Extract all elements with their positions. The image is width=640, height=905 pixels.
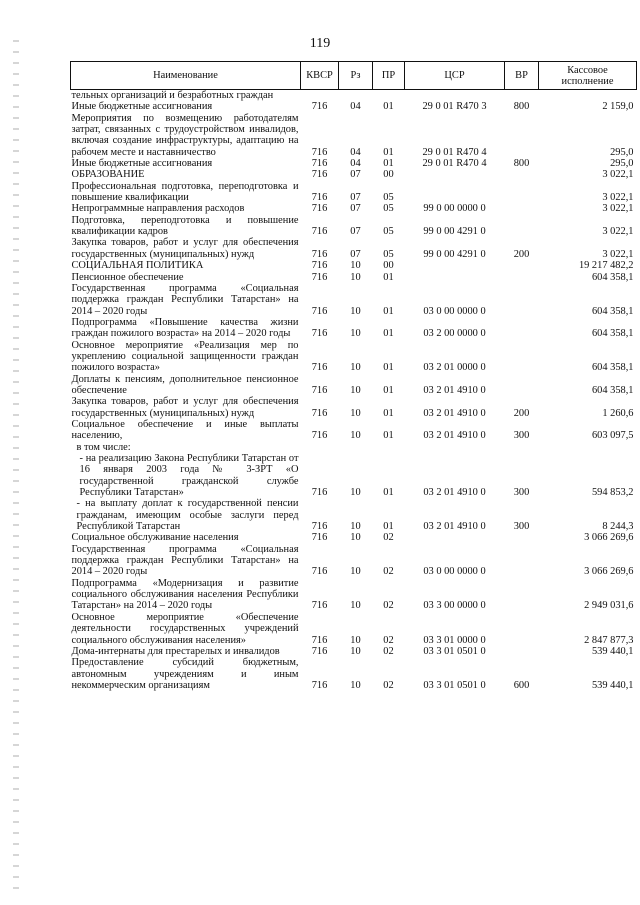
table-row <box>71 101 637 112</box>
cell-kvsr <box>301 90 339 102</box>
cell-name: Государственная программа «Социальная поддержка граждан Республики Татарстан» на 2014 – 2020 годы <box>71 282 299 317</box>
cell-kvsr: 716 <box>311 679 328 691</box>
cell-csr <box>405 272 505 283</box>
cell-amount: 295,0 <box>610 158 634 170</box>
cell-kvsr: 716 <box>311 521 328 533</box>
cell-kvsr: 716 <box>311 645 328 657</box>
cell-vr <box>505 578 539 612</box>
cell-amount <box>539 90 637 102</box>
cell-vr <box>505 317 539 340</box>
cell-kvsr: 716 <box>311 362 328 374</box>
cell-name: Дома-интернаты для престарелых и инвалидов <box>71 645 280 657</box>
cell-pr: 01 <box>383 407 394 419</box>
table-row <box>71 90 637 102</box>
cell-rz: 10 <box>350 328 361 340</box>
cell-vr <box>505 203 539 214</box>
cell-pr: 01 <box>383 362 394 374</box>
cell-csr <box>405 532 505 543</box>
cell-vr: 300 <box>513 430 530 442</box>
cell-amount: 3 022,1 <box>602 169 634 181</box>
cell-csr: 99 0 00 0000 0 <box>423 203 486 215</box>
cell-csr <box>405 90 505 102</box>
cell-csr: 03 3 01 0000 0 <box>423 634 486 646</box>
cell-rz: 04 <box>350 101 361 113</box>
cell-name: Пенсионное обеспечение <box>71 271 184 283</box>
cell-csr <box>405 169 505 180</box>
table-row <box>71 340 637 374</box>
cell-vr <box>505 169 539 180</box>
cell-name: Иные бюджетные ассигнования <box>71 101 213 113</box>
cell-pr: 01 <box>383 101 394 113</box>
cell-vr: 200 <box>513 248 530 260</box>
table-row <box>71 646 637 657</box>
cell-pr: 05 <box>383 203 394 215</box>
cell-vr: 300 <box>513 487 530 499</box>
cell-pr: 02 <box>383 566 394 578</box>
cell-kvsr: 716 <box>311 226 328 238</box>
cell-rz: 10 <box>350 305 361 317</box>
cell-amount: 19 217 482,2 <box>578 260 634 272</box>
table-row <box>71 158 637 169</box>
cell-vr: 800 <box>513 101 530 113</box>
cell-name: ОБРАЗОВАНИЕ <box>71 169 145 181</box>
cell-amount: 604 358,1 <box>591 384 634 396</box>
cell-kvsr: 716 <box>311 328 328 340</box>
cell-vr <box>505 544 539 578</box>
cell-vr <box>505 215 539 238</box>
cell-rz: 04 <box>350 158 361 170</box>
cell-name: СОЦИАЛЬНАЯ ПОЛИТИКА <box>71 260 204 272</box>
cell-vr <box>505 181 539 204</box>
cell-vr <box>505 374 539 397</box>
cell-pr: 01 <box>383 271 394 283</box>
budget-table <box>70 61 637 691</box>
table-row <box>71 442 637 453</box>
cell-vr <box>505 260 539 271</box>
cell-pr: 00 <box>383 260 394 272</box>
cell-amount <box>539 442 637 453</box>
cell-amount: 539 440,1 <box>591 645 634 657</box>
cell-pr: 02 <box>383 679 394 691</box>
cell-name: Подпрограмма «Модернизация и развитие социального обслуживания населения Республики Татарстан» на 2014 – 2020 годы <box>71 577 299 612</box>
cell-name: Подпрограмма «Повышение качества жизни граждан пожилого возраста» на 2014 – 2020 годы <box>71 316 299 340</box>
table-row <box>71 181 637 204</box>
cell-kvsr: 716 <box>311 566 328 578</box>
table-body <box>71 90 637 692</box>
cell-name: Социальное обслуживание населения <box>71 532 239 544</box>
cell-name: Иные бюджетные ассигнования <box>71 158 213 170</box>
cell-pr: 01 <box>383 158 394 170</box>
cell-csr: 03 0 00 0000 0 <box>423 566 486 578</box>
cell-kvsr: 716 <box>311 600 328 612</box>
cell-pr: 05 <box>383 248 394 260</box>
cell-pr: 05 <box>383 192 394 204</box>
cell-rz: 10 <box>350 362 361 374</box>
cell-rz: 07 <box>350 226 361 238</box>
cell-amount: 2 847 877,3 <box>584 634 634 646</box>
cell-amount: 3 022,1 <box>602 226 634 238</box>
cell-kvsr: 716 <box>311 532 328 544</box>
cell-pr: 01 <box>383 146 394 158</box>
cell-name: Основное мероприятие «Реализация мер по укреплению социальной защищенности граждан пожилого возраста» <box>71 339 299 374</box>
header-name: Наименование <box>71 62 301 90</box>
cell-csr: 03 2 00 0000 0 <box>423 328 486 340</box>
cell-name: в том числе: <box>76 441 131 453</box>
cell-csr: 03 2 01 4910 0 <box>423 384 486 396</box>
cell-pr <box>373 90 405 102</box>
cell-name: Государственная программа «Социальная поддержка граждан Республики Татарстан» на 2014 – 2020 годы <box>71 543 299 578</box>
cell-amount: 1 260,6 <box>602 407 634 419</box>
cell-csr: 03 3 01 0501 0 <box>423 679 486 691</box>
cell-name: Основное мероприятие «Обеспечение деятельности государственных учреждений социального обслуживания населения» <box>71 611 299 646</box>
cell-csr: 03 2 01 4910 0 <box>423 487 486 499</box>
cell-amount: 604 358,1 <box>591 271 634 283</box>
cell-rz: 07 <box>350 203 361 215</box>
cell-amount: 3 022,1 <box>602 248 634 260</box>
cell-rz: 10 <box>350 271 361 283</box>
cell-pr: 02 <box>383 634 394 646</box>
cell-name: Закупка товаров, работ и услуг для обеспечения государственных (муниципальных) нужд <box>71 237 299 260</box>
table-row <box>71 419 637 442</box>
table-header-row <box>71 62 637 90</box>
cell-pr <box>373 442 405 453</box>
cell-rz: 10 <box>350 521 361 533</box>
table-row <box>71 237 637 260</box>
cell-rz <box>339 442 373 453</box>
cell-amount: 594 853,2 <box>591 487 634 499</box>
cell-rz: 10 <box>350 532 361 544</box>
cell-csr: 29 0 01 R470 4 <box>422 146 487 158</box>
cell-amount: 2 159,0 <box>602 101 634 113</box>
cell-rz: 10 <box>350 384 361 396</box>
cell-rz: 07 <box>350 192 361 204</box>
cell-kvsr: 716 <box>311 634 328 646</box>
cell-rz: 10 <box>350 679 361 691</box>
cell-kvsr: 716 <box>311 158 328 170</box>
cell-vr <box>505 340 539 374</box>
cell-csr <box>405 260 505 271</box>
cell-kvsr: 716 <box>311 192 328 204</box>
table-row <box>71 453 637 498</box>
cell-kvsr: 716 <box>311 101 328 113</box>
table-row <box>71 260 637 271</box>
cell-kvsr <box>301 442 339 453</box>
cell-vr <box>505 283 539 317</box>
cell-rz: 07 <box>350 248 361 260</box>
cell-amount: 603 097,5 <box>591 430 634 442</box>
cell-name: тельных организаций и безработных граждан <box>71 90 274 101</box>
cell-pr: 01 <box>383 384 394 396</box>
table-row <box>71 283 637 317</box>
cell-vr <box>505 113 539 158</box>
cell-kvsr: 716 <box>311 384 328 396</box>
cell-vr <box>505 532 539 543</box>
cell-amount: 295,0 <box>610 146 634 158</box>
table-row <box>71 612 637 646</box>
cell-pr: 02 <box>383 645 394 657</box>
cell-name: Закупка товаров, работ и услуг для обеспечения государственных (муниципальных) нужд <box>71 396 299 419</box>
cell-rz: 10 <box>350 566 361 578</box>
cell-amount: 3 066 269,6 <box>584 566 634 578</box>
cell-rz: 10 <box>350 634 361 646</box>
cell-csr: 29 0 01 R470 3 <box>422 101 487 113</box>
header-amount: Кассовое исполнение <box>539 62 637 90</box>
cell-kvsr: 716 <box>311 305 328 317</box>
cell-rz: 04 <box>350 146 361 158</box>
table-row <box>71 396 637 419</box>
cell-vr <box>505 442 539 453</box>
table-row <box>71 544 637 578</box>
cell-amount: 604 358,1 <box>591 305 634 317</box>
cell-kvsr: 716 <box>311 260 328 272</box>
cell-name: Доплаты к пенсиям, дополнительное пенсионное обеспечение <box>71 373 299 396</box>
cell-amount: 2 949 031,6 <box>584 600 634 612</box>
table-row <box>71 498 637 532</box>
cell-vr: 800 <box>513 158 530 170</box>
cell-name: Мероприятия по возмещению работодателям затрат, связанных с трудоустройством инвалидов, включая создание инфраструктуры, адаптацию на рабочем месте и наставничество <box>71 112 299 158</box>
table-row <box>71 374 637 397</box>
cell-csr: 03 0 00 0000 0 <box>423 305 486 317</box>
cell-name: Непрограммные направления расходов <box>71 203 245 215</box>
table-row <box>71 657 637 691</box>
cell-name: Подготовка, переподготовка и повышение квалификации кадров <box>71 214 299 238</box>
cell-vr: 200 <box>513 407 530 419</box>
cell-pr: 01 <box>383 430 394 442</box>
margin-scan-marks <box>13 40 19 890</box>
cell-rz: 10 <box>350 600 361 612</box>
table-row <box>71 113 637 158</box>
header-vr: ВР <box>505 62 539 90</box>
cell-kvsr: 716 <box>311 271 328 283</box>
table-row <box>71 169 637 180</box>
cell-name: Предоставление субсидий бюджетным, автономным учреждениям и иным некоммерческим организациям <box>71 657 299 691</box>
cell-csr: 03 2 01 4910 0 <box>423 521 486 533</box>
cell-rz: 10 <box>350 260 361 272</box>
header-csr: ЦСР <box>405 62 505 90</box>
cell-pr: 00 <box>383 169 394 181</box>
cell-csr: 29 0 01 R470 4 <box>422 158 487 170</box>
header-rz: Рз <box>339 62 373 90</box>
cell-pr: 01 <box>383 328 394 340</box>
cell-csr <box>405 442 505 453</box>
cell-kvsr: 716 <box>311 146 328 158</box>
cell-vr <box>505 612 539 646</box>
cell-amount: 3 066 269,6 <box>584 532 634 544</box>
cell-pr: 01 <box>383 305 394 317</box>
cell-rz: 10 <box>350 645 361 657</box>
cell-amount: 3 022,1 <box>602 192 634 204</box>
cell-kvsr: 716 <box>311 248 328 260</box>
cell-rz: 10 <box>350 407 361 419</box>
cell-rz: 10 <box>350 487 361 499</box>
cell-csr: 99 0 00 4291 0 <box>423 226 486 238</box>
cell-pr: 02 <box>383 532 394 544</box>
cell-vr <box>505 90 539 102</box>
cell-vr: 600 <box>513 679 530 691</box>
cell-amount: 539 440,1 <box>591 679 634 691</box>
cell-kvsr: 716 <box>311 203 328 215</box>
cell-vr: 300 <box>513 521 530 533</box>
table-row <box>71 317 637 340</box>
cell-csr: 03 2 01 0000 0 <box>423 362 486 374</box>
cell-csr: 03 3 00 0000 0 <box>423 600 486 612</box>
cell-csr: 03 2 01 4910 0 <box>423 407 486 419</box>
table-row <box>71 203 637 214</box>
cell-name: - на выплату доплат к государственной пенсии гражданам, имеющим особые заслуги перед Республикой Татарстан <box>76 498 299 533</box>
cell-rz: 07 <box>350 169 361 181</box>
cell-pr: 01 <box>383 521 394 533</box>
cell-kvsr: 716 <box>311 430 328 442</box>
cell-amount: 604 358,1 <box>591 328 634 340</box>
cell-rz <box>339 90 373 102</box>
cell-name: - на реализацию Закона Республики Татарстан от 16 января 2003 года № 3-ЗРТ «О государственной гражданской службе Республики Татарстан» <box>79 453 299 499</box>
cell-kvsr: 716 <box>311 487 328 499</box>
table-row <box>71 532 637 543</box>
cell-vr <box>505 646 539 657</box>
cell-amount: 8 244,3 <box>602 521 634 533</box>
cell-name: Социальное обеспечение и иные выплаты населению, <box>71 418 299 442</box>
cell-csr: 03 2 01 4910 0 <box>423 430 486 442</box>
table-row <box>71 272 637 283</box>
cell-pr: 05 <box>383 226 394 238</box>
header-pr: ПР <box>373 62 405 90</box>
cell-pr: 01 <box>383 487 394 499</box>
cell-csr: 03 3 01 0501 0 <box>423 645 486 657</box>
header-kvsr: КВСР <box>301 62 339 90</box>
cell-kvsr: 716 <box>311 169 328 181</box>
cell-kvsr: 716 <box>311 407 328 419</box>
table-row <box>71 578 637 612</box>
cell-vr <box>505 272 539 283</box>
cell-name: Профессиональная подготовка, переподготовка и повышение квалификации <box>71 180 299 204</box>
page-number: 119 <box>309 36 331 51</box>
cell-rz: 10 <box>350 430 361 442</box>
cell-amount: 604 358,1 <box>591 362 634 374</box>
cell-pr: 02 <box>383 600 394 612</box>
cell-csr <box>405 181 505 204</box>
table-row <box>71 215 637 238</box>
cell-csr: 99 0 00 4291 0 <box>423 248 486 260</box>
cell-amount: 3 022,1 <box>602 203 634 215</box>
